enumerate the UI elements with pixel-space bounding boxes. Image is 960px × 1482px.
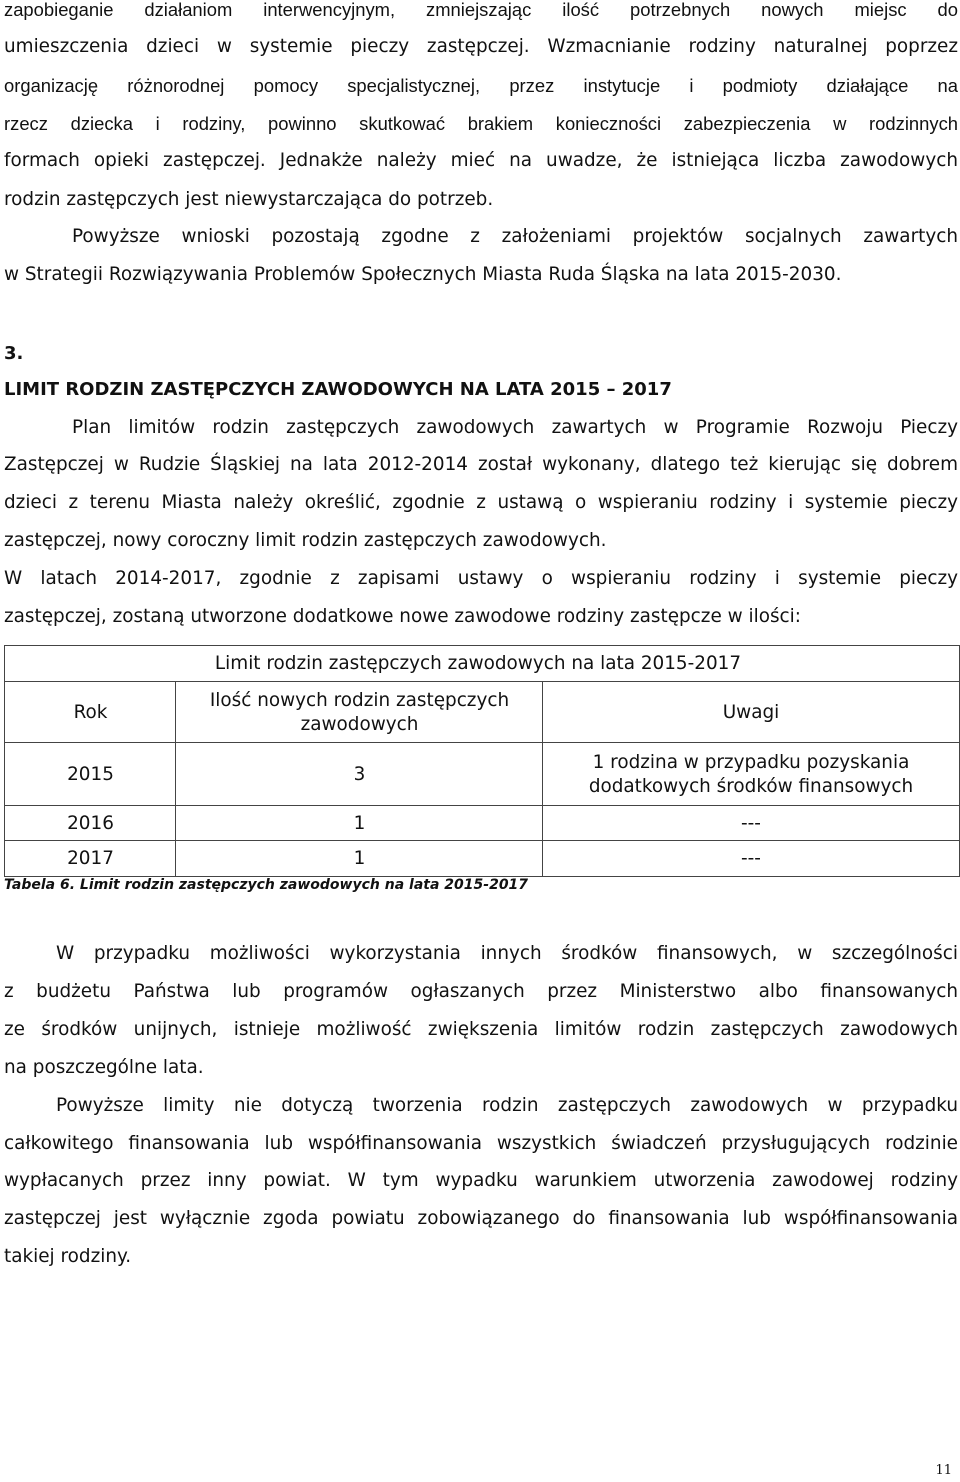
cell-value: 2015 — [67, 763, 114, 785]
header-label: Uwagi — [722, 701, 780, 723]
table-title: Limit rodzin zastępczych zawodowych na lata 2015-2017 — [214, 653, 742, 674]
table-header-count — [175, 681, 543, 743]
table-cell-notes — [542, 805, 960, 841]
text-line: zastępczej, nowy coroczny limit rodzin zastępczych zawodowych. — [4, 530, 607, 551]
table-title-row — [4, 645, 960, 682]
table-cell-notes — [542, 840, 960, 877]
cell-value: 1 — [353, 847, 366, 869]
cell-value: 2016 — [67, 812, 114, 834]
cell-value: 2017 — [67, 847, 114, 869]
text-line: zapobieganie działaniom interwencyjnym, zmniejszając ilość potrzebnych nowych miejsc do — [4, 0, 958, 20]
text-line: na poszczególne lata. — [4, 1057, 204, 1078]
page-number: 11 — [935, 1463, 952, 1478]
text-line: umieszczenia dzieci w systemie pieczy zastępczej. Wzmacnianie rodziny naturalnej poprzez — [4, 36, 958, 57]
text-line: z budżetu Państwa lub programów ogłaszanych przez Ministerstwo albo finansowanych — [4, 981, 958, 1002]
text-line: W przypadku możliwości wykorzystania innych środków finansowych, w szczególności — [56, 943, 958, 964]
text-line: Powyższe limity nie dotyczą tworzenia rodzin zastępczych zawodowych w przypadku — [56, 1095, 958, 1116]
table-cell-year — [4, 840, 176, 877]
section-heading: LIMIT RODZIN ZASTĘPCZYCH ZAWODOWYCH NA LATA 2015 – 2017 — [4, 379, 672, 400]
section-number: 3. — [4, 343, 24, 364]
text-line: zastępczej, zostaną utworzone dodatkowe nowe zawodowe rodziny zastępcze w ilości: — [4, 606, 801, 627]
table-caption: Tabela 6. Limit rodzin zastępczych zawodowych na lata 2015-2017 — [4, 877, 529, 893]
text-line: Powyższe wnioski pozostają zgodne z założeniami projektów socjalnych zawartych — [72, 226, 958, 247]
text-line: Zastępczej w Rudzie Śląskiej na lata 2012-2014 został wykonany, dlatego też kierując się dobrem — [4, 454, 958, 475]
text-line: rodzin zastępczych jest niewystarczająca do potrzeb. — [4, 189, 494, 210]
text-line: zastępczej jest wyłącznie zgoda powiatu zobowiązanego do finansowania lub współfinansowania — [4, 1208, 958, 1229]
cell-value: --- — [741, 847, 761, 869]
text-line: w Strategii Rozwiązywania Problemów Społecznych Miasta Ruda Śląska na lata 2015-2030. — [4, 264, 842, 285]
text-line: wypłacanych przez inny powiat. W tym wypadku warunkiem utworzenia zawodowej rodziny — [4, 1170, 958, 1191]
table-cell-year — [4, 742, 176, 806]
cell-value: 3 — [353, 763, 366, 785]
table-header-year — [4, 681, 176, 743]
text-line: W latach 2014-2017, zgodnie z zapisami ustawy o wspieraniu rodziny i systemie pieczy — [4, 568, 958, 589]
header-label: Ilość nowych rodzin zastępczych zawodowych — [209, 689, 510, 735]
table-cell-count — [175, 805, 543, 841]
text-line: Plan limitów rodzin zastępczych zawodowych zawartych w Programie Rozwoju Pieczy — [72, 417, 958, 438]
table-cell-notes — [542, 742, 960, 806]
cell-value: --- — [741, 812, 761, 834]
text-line: rzecz dziecka i rodziny, powinno skutkować brakiem konieczności zabezpieczenia w rodzinnych — [4, 113, 958, 134]
table-header-notes — [542, 681, 960, 743]
table-cell-count — [175, 840, 543, 877]
text-line: organizację różnorodnej pomocy specjalistycznej, przez instytucje i podmioty działające na — [4, 75, 958, 96]
text-line: dzieci z terenu Miasta należy określić, zgodnie z ustawą o wspieraniu rodziny i systemie pieczy — [4, 492, 958, 513]
text-line: formach opieki zastępczej. Jednakże należy mieć na uwadze, że istniejąca liczba zawodowych — [4, 150, 958, 171]
text-line: całkowitego finansowania lub współfinansowania wszystkich świadczeń przysługujących rodzinie — [4, 1133, 958, 1154]
table-cell-year — [4, 805, 176, 841]
cell-value: 1 rodzina w przypadku pozyskania dodatkowych środków finansowych — [588, 751, 914, 797]
table-cell-count — [175, 742, 543, 806]
text-line: ze środków unijnych, istnieje możliwość zwiększenia limitów rodzin zastępczych zawodowych — [4, 1019, 958, 1040]
header-label: Rok — [73, 701, 108, 723]
text-line: takiej rodziny. — [4, 1246, 132, 1267]
cell-value: 1 — [353, 812, 366, 834]
limits-table — [4, 645, 960, 877]
